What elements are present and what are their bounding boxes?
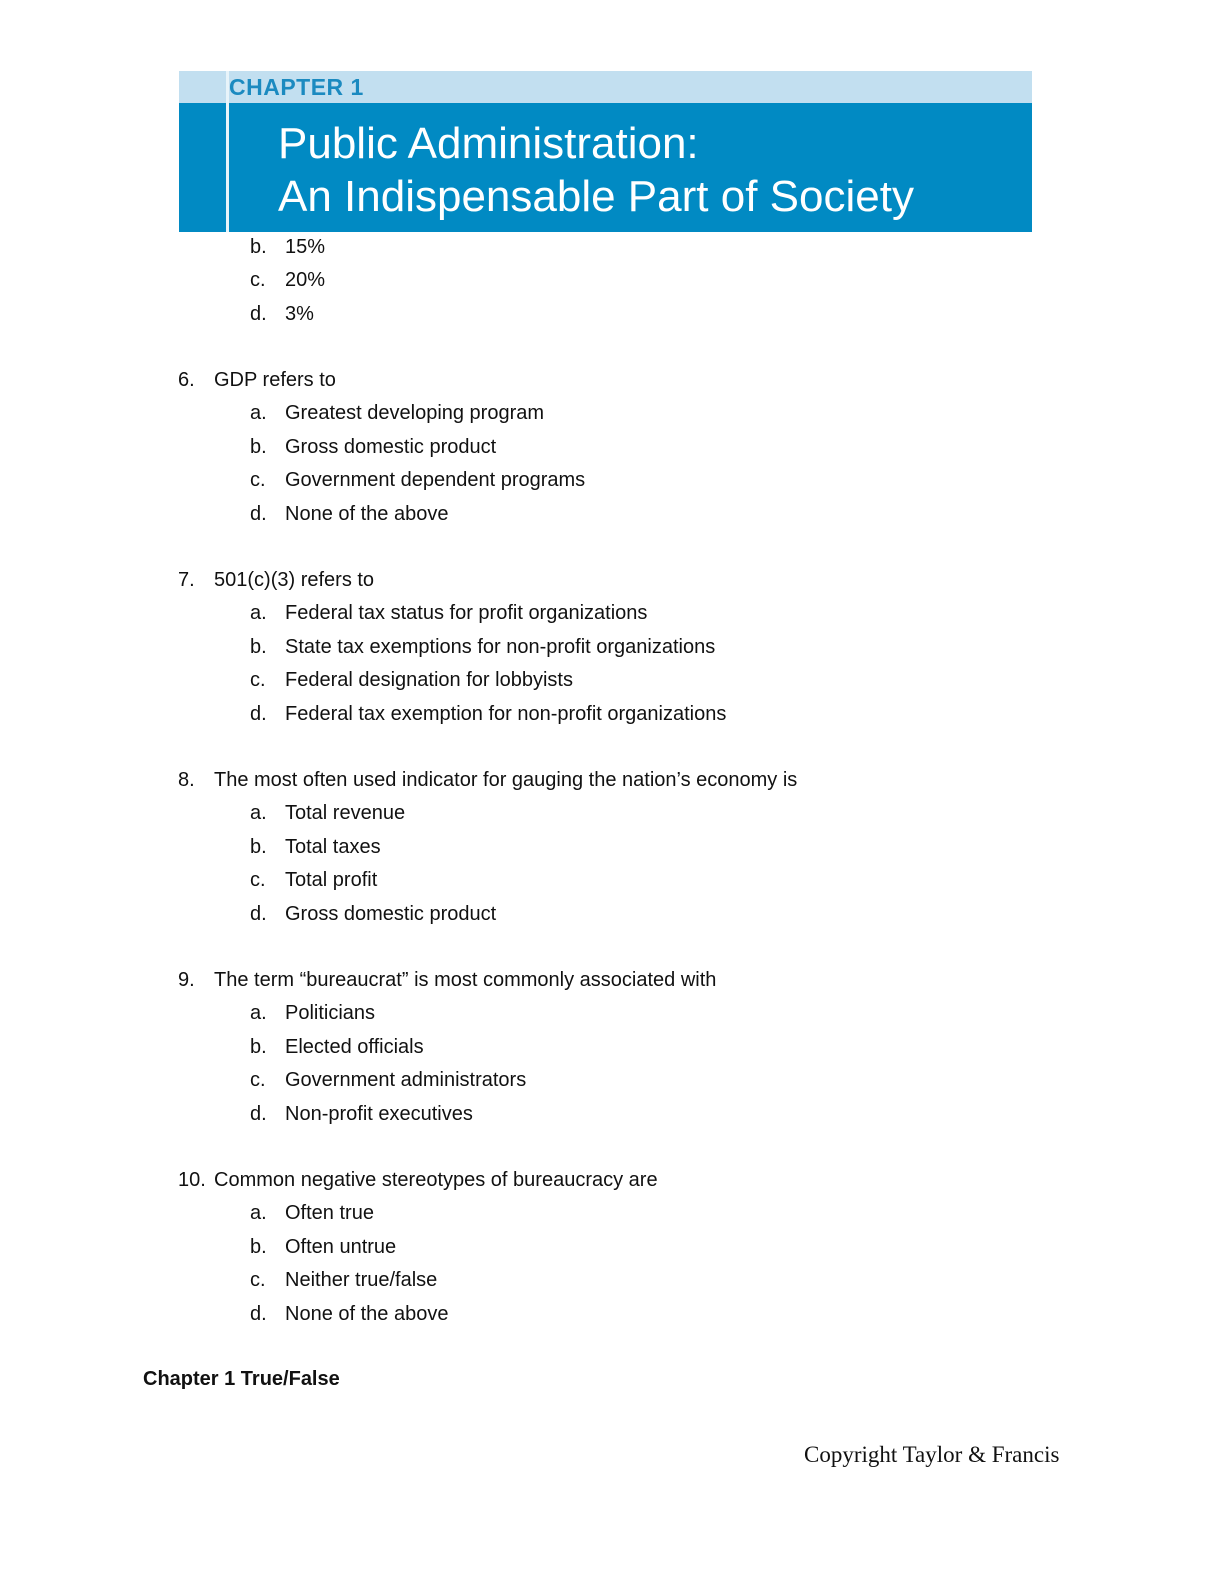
option-text: Often untrue [285,1235,397,1258]
option-text: Federal tax exemption for non-profit organizations [285,702,727,725]
title-panel [179,103,1032,232]
option-text: Government administrators [285,1069,527,1092]
question-text: The term “bureaucrat” is most commonly associated with [214,969,717,991]
option-text: Greatest developing program [285,402,545,425]
option-letter: d. [250,502,267,525]
option-letter: b. [250,236,267,258]
option-letter: d. [250,302,267,325]
title-line-2: An Indispensable Part of Society [278,172,914,221]
chapter-band [179,71,1032,103]
option-letter: b. [250,1035,267,1058]
option-letter: b. [250,1235,267,1258]
option-letter: c. [250,869,266,892]
question-number: 8. [178,769,195,791]
question-number: 6. [178,369,195,391]
question-number: 7. [178,569,195,591]
option-letter: c. [250,1069,266,1092]
question-text: 501(c)(3) refers to [214,569,375,591]
option-letter: a. [250,1002,267,1025]
option-text: Total taxes [285,835,381,858]
copyright-footer: Copyright Taylor & Francis [804,1442,1060,1467]
banner-divider [226,71,229,232]
question-text: Common negative stereotypes of bureaucracy are [214,1169,658,1191]
question-text: GDP refers to [214,369,336,391]
option-letter: d. [250,1302,267,1325]
question-number: 9. [178,969,195,991]
option-text: Total revenue [285,802,406,825]
option-text: Non-profit executives [285,1102,473,1125]
option-text: Neither true/false [285,1269,438,1292]
option-letter: c. [250,1269,266,1292]
option-text: Gross domestic product [285,902,497,925]
option-letter: a. [250,402,267,425]
option-text: Politicians [285,1002,376,1025]
option-letter: c. [250,669,266,692]
option-text: 20% [285,269,326,292]
option-letter: b. [250,435,267,458]
option-text: 15% [285,236,326,258]
option-text: Total profit [285,869,378,892]
section-heading: Chapter 1 True/False [143,1368,340,1390]
option-letter: c. [250,469,266,492]
option-text: Federal designation for lobbyists [285,669,573,692]
option-letter: a. [250,802,267,825]
option-text: Federal tax status for profit organizations [285,602,648,625]
option-text: Government dependent programs [285,469,586,492]
option-letter: a. [250,1202,267,1225]
chapter-label: CHAPTER 1 [229,74,364,100]
option-letter: d. [250,702,267,725]
option-letter: b. [250,835,267,858]
option-letter: d. [250,902,267,925]
option-letter: d. [250,1102,267,1125]
option-text: Elected officials [285,1035,424,1058]
option-letter: c. [250,269,266,292]
option-text: None of the above [285,1302,449,1325]
question-text: The most often used indicator for gauging the nation’s economy is [214,769,798,791]
option-letter: b. [250,635,267,658]
option-letter: a. [250,602,267,625]
question-number: 10. [178,1169,206,1191]
option-text: State tax exemptions for non-profit organizations [285,635,716,658]
option-text: Often true [285,1202,374,1225]
option-text: None of the above [285,502,449,525]
title-line-1: Public Administration: [278,119,699,168]
chapter-banner [179,71,1032,232]
option-text: 3% [285,302,314,325]
option-text: Gross domestic product [285,435,497,458]
chapter-title [278,117,914,223]
